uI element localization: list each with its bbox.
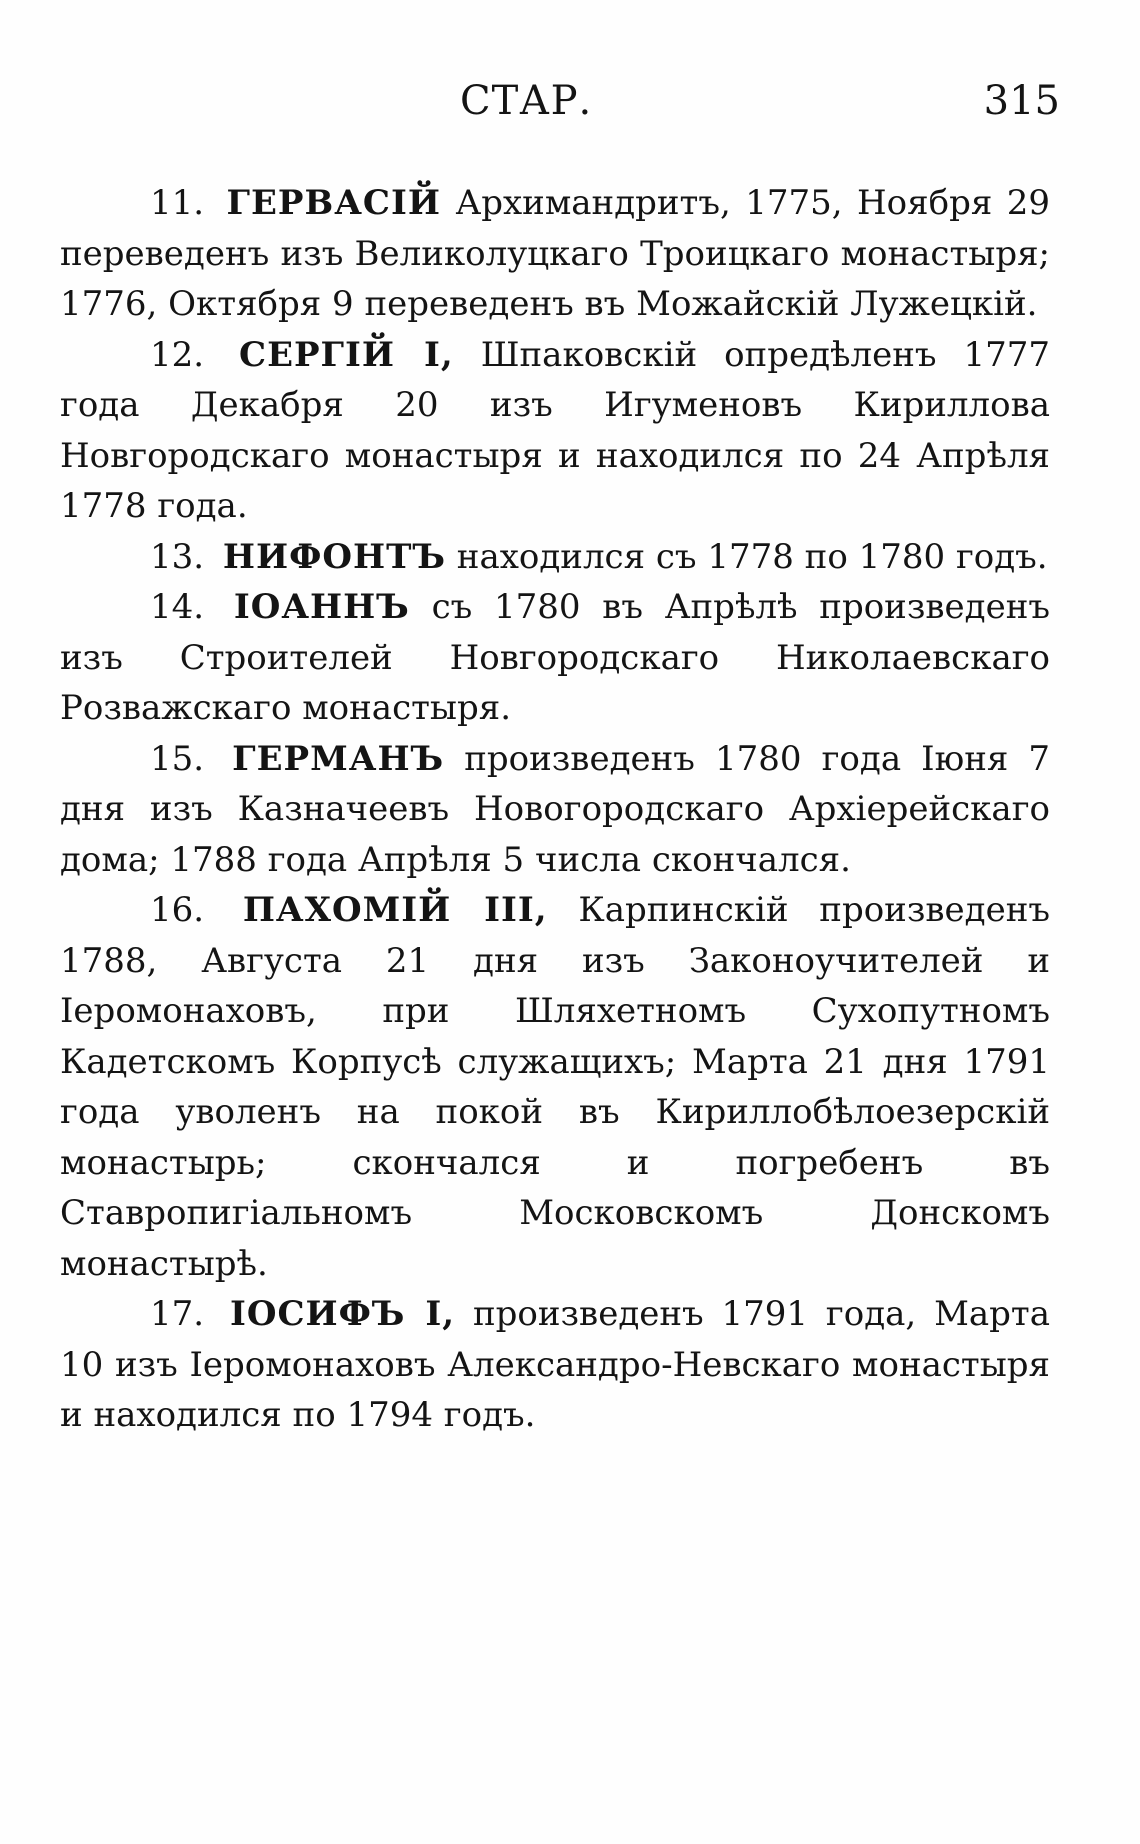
entry-13 [60, 532, 1050, 583]
entry-text: находился съ 1778 по 1780 годъ. [456, 536, 1048, 577]
entry-name: ІОАННЪ [233, 587, 410, 627]
entry-number: 14. [150, 587, 205, 627]
entry-number: 12. [150, 334, 205, 375]
entry-number: 15. [150, 738, 205, 779]
entry-number: 16. [150, 890, 205, 930]
entry-name: ГЕРМАНЪ [232, 738, 445, 779]
entry-11 [60, 178, 1050, 330]
entry-15 [60, 734, 1050, 886]
entry-text: произведенъ 1780 года Іюня 7 дня изъ Казначеевъ Новогородскаго Архіерейскаго дома; 1788 года Апрѣля 5 числа скончался. [60, 738, 1051, 880]
entry-name: ГЕРВАСІЙ [226, 183, 442, 223]
entry-name: СЕРГІЙ I, [239, 334, 454, 375]
entry-12 [60, 330, 1050, 532]
entry-text: Архимандритъ, 1775, Ноября 29 переведенъ изъ Великолуцкаго Троицкаго монастыря; 1776, Октября 9 переведенъ въ Можайскій Лужецкій. [60, 183, 1050, 324]
entry-text: произведенъ 1791 года, Марта 10 изъ Іеромонаховъ Александро-Невскаго монастыря и находился по 1794 годъ. [60, 1294, 1051, 1435]
entry-16 [60, 885, 1050, 1289]
entry-14 [60, 582, 1050, 734]
entry-text: Шпаковскій опредѣленъ 1777 года Декабря 20 изъ Игуменовъ Кириллова Новгородскаго монастыря и находился по 24 Апрѣля 1778 года. [60, 334, 1051, 526]
entry-name: ІОСИФЪ I, [229, 1294, 456, 1334]
entry-number: 13. [150, 536, 205, 577]
entry-name: ПАХОМІЙ III, [242, 890, 548, 930]
entry-number: 11. [150, 183, 205, 223]
page-number: 315 [983, 78, 1060, 124]
entry-name: НИФОНТЪ [222, 536, 446, 577]
entry-number: 17. [150, 1294, 205, 1334]
entry-17 [60, 1289, 1050, 1441]
page-body [60, 178, 1050, 1441]
entry-text: Карпинскій произведенъ 1788, Августа 21 дня изъ Законоучителей и Іеромонаховъ, при Шляхетномъ Сухопутномъ Кадетскомъ Корпусѣ служащихъ; Марта 21 дня 1791 года уволенъ на покой въ Кириллобѣлоезерскій монастырь; скончался и погребенъ въ Ставропигіальномъ Московскомъ Донскомъ монастырѣ. [60, 890, 1050, 1284]
entry-text: съ 1780 въ Апрѣлѣ произведенъ изъ Строителей Новгородскаго Николаевскаго Розважскаго монастыря. [60, 587, 1050, 728]
running-head: СТАР. [460, 78, 593, 124]
page-header [60, 78, 1060, 138]
